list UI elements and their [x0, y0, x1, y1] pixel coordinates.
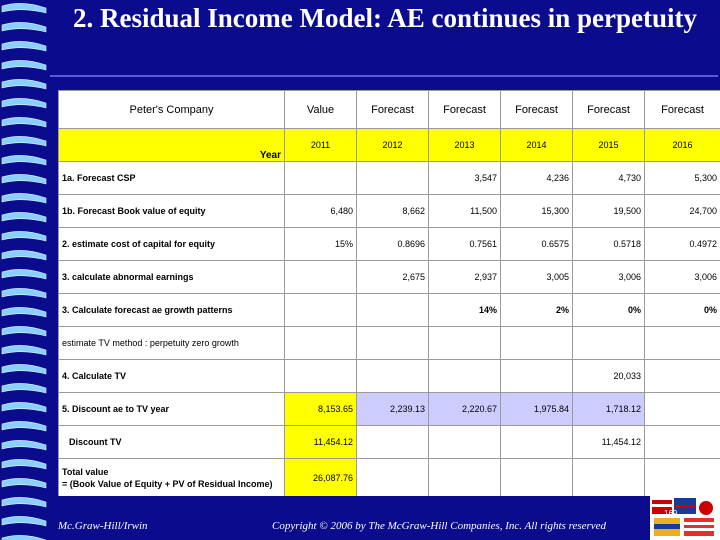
cell — [285, 261, 357, 294]
cell — [357, 459, 429, 497]
cell: 6,480 — [285, 195, 357, 228]
forecast-header: Forecast — [501, 91, 573, 129]
cell: 4,730 — [573, 162, 645, 195]
slide-title: 2. Residual Income Model: AE continues in perpetuity — [72, 3, 698, 33]
cell — [357, 294, 429, 327]
cell — [429, 360, 501, 393]
table-row — [59, 195, 720, 228]
cell: 2,220.67 — [429, 393, 501, 426]
header-row — [59, 91, 720, 129]
cell — [645, 327, 720, 360]
row-label: 1b. Forecast Book value of equity — [59, 195, 285, 228]
year-label: Year — [59, 129, 285, 162]
cell: 0% — [573, 294, 645, 327]
cell — [429, 327, 501, 360]
cell: 0.6575 — [501, 228, 573, 261]
cell: 11,454.12 — [573, 426, 645, 459]
cell: 8,153.65 — [285, 393, 357, 426]
cell — [645, 393, 720, 426]
year-cell: 2012 — [357, 129, 429, 162]
forecast-header: Forecast — [429, 91, 501, 129]
cell — [357, 360, 429, 393]
cell: 14% — [429, 294, 501, 327]
cell: 8,662 — [357, 195, 429, 228]
cell: 11,454.12 — [285, 426, 357, 459]
cell: 20,033 — [573, 360, 645, 393]
row-label: Discount TV — [59, 426, 285, 459]
table-row — [59, 459, 720, 497]
cell — [429, 426, 501, 459]
cell: 3,006 — [645, 261, 720, 294]
cell — [285, 294, 357, 327]
row-label: 1a. Forecast CSP — [59, 162, 285, 195]
cell: 5,300 — [645, 162, 720, 195]
cell: 2% — [501, 294, 573, 327]
cell — [357, 327, 429, 360]
cell: 26,087.76 — [285, 459, 357, 497]
table-row — [59, 294, 720, 327]
cell — [429, 459, 501, 497]
row-label: 3. calculate abnormal earnings — [59, 261, 285, 294]
cell: 4,236 — [501, 162, 573, 195]
forecast-header: Forecast — [357, 91, 429, 129]
table-row — [59, 327, 720, 360]
cell: 1,718.12 — [573, 393, 645, 426]
cell — [501, 426, 573, 459]
year-row — [59, 129, 720, 162]
cell: 19,500 — [573, 195, 645, 228]
table-row — [59, 228, 720, 261]
company-header: Peter's Company — [59, 91, 285, 129]
cell: 0.5718 — [573, 228, 645, 261]
cell: 15% — [285, 228, 357, 261]
footer-publisher: Mc.Graw-Hill/Irwin — [58, 520, 148, 532]
cell — [501, 360, 573, 393]
footer-copyright: Copyright © 2006 by The McGraw-Hill Companies, Inc. All rights reserved — [272, 520, 607, 532]
cell — [285, 360, 357, 393]
cell — [357, 426, 429, 459]
table-row — [59, 393, 720, 426]
page-number: 169 — [664, 509, 678, 518]
cell: 1,975.84 — [501, 393, 573, 426]
cell: 2,239.13 — [357, 393, 429, 426]
row-label: estimate TV method : perpetuity zero growth — [59, 327, 285, 360]
table-row — [59, 360, 720, 393]
row-label: Total value = (Book Value of Equity + PV of Residual Income) — [59, 459, 285, 497]
year-cell: 2016 — [645, 129, 720, 162]
cell: 0.7561 — [429, 228, 501, 261]
cell — [285, 327, 357, 360]
cell: 3,547 — [429, 162, 501, 195]
year-cell: 2011 — [285, 129, 357, 162]
table-row — [59, 426, 720, 459]
year-cell: 2013 — [429, 129, 501, 162]
table-row — [59, 261, 720, 294]
cell: 0% — [645, 294, 720, 327]
year-cell: 2015 — [573, 129, 645, 162]
cell: 3,006 — [573, 261, 645, 294]
cell — [501, 459, 573, 497]
row-label: 5. Discount ae to TV year — [59, 393, 285, 426]
cell: 11,500 — [429, 195, 501, 228]
row-label: 3. Calculate forecast ae growth patterns — [59, 294, 285, 327]
title-rule — [50, 75, 718, 77]
cell: 0.8696 — [357, 228, 429, 261]
cell — [285, 162, 357, 195]
forecast-header: Forecast — [573, 91, 645, 129]
cell: 2,675 — [357, 261, 429, 294]
cell — [573, 459, 645, 497]
cell — [645, 426, 720, 459]
publisher-logo-flags — [650, 496, 720, 540]
row-label: 4. Calculate TV — [59, 360, 285, 393]
valuation-table — [58, 90, 720, 496]
cell — [645, 360, 720, 393]
spiral-binding-decoration — [0, 0, 50, 540]
value-header: Value — [285, 91, 357, 129]
cell: 15,300 — [501, 195, 573, 228]
row-label: 2. estimate cost of capital for equity — [59, 228, 285, 261]
cell — [645, 459, 720, 497]
cell: 2,937 — [429, 261, 501, 294]
cell: 24,700 — [645, 195, 720, 228]
cell — [573, 327, 645, 360]
year-cell: 2014 — [501, 129, 573, 162]
spreadsheet — [58, 90, 720, 496]
cell — [501, 327, 573, 360]
table-row — [59, 162, 720, 195]
cell: 0.4972 — [645, 228, 720, 261]
cell: 3,005 — [501, 261, 573, 294]
forecast-header: Forecast — [645, 91, 720, 129]
cell — [357, 162, 429, 195]
